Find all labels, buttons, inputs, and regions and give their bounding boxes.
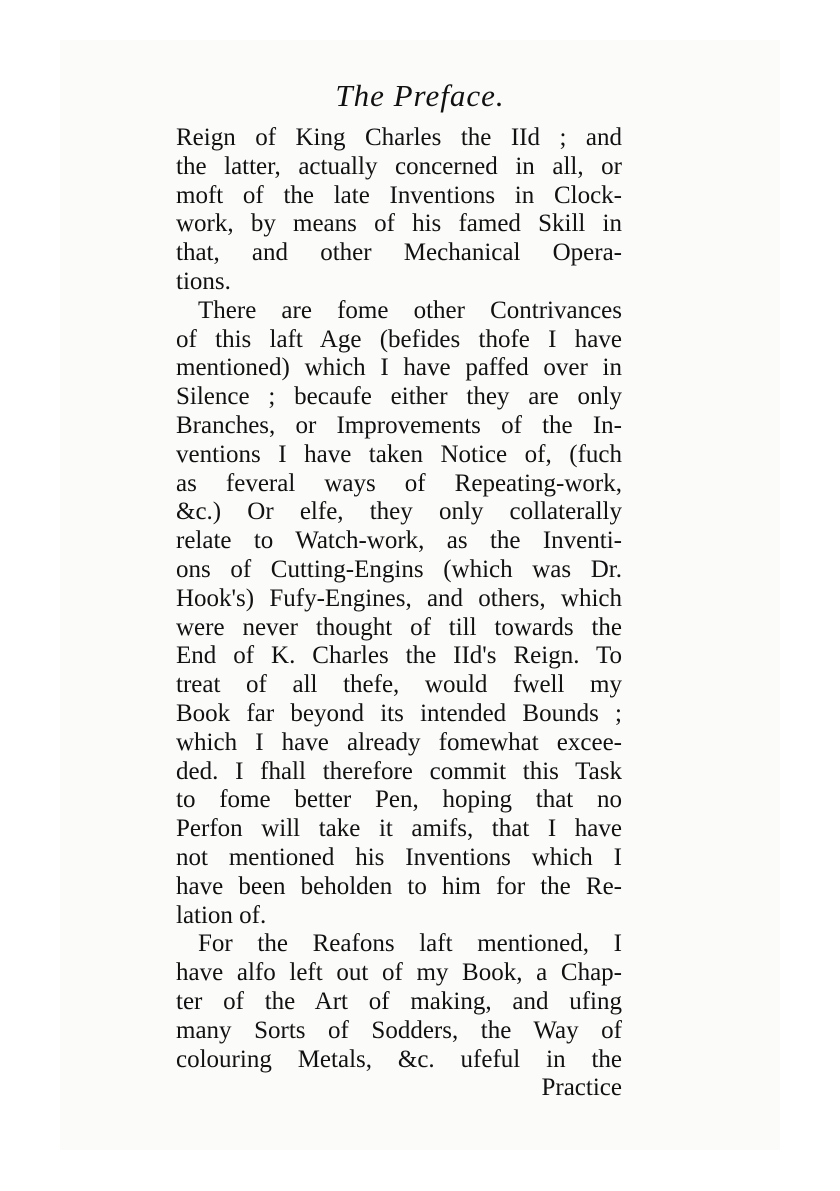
text-line: tions. xyxy=(176,267,231,295)
text-line: ventions I have taken Notice of, (fuch xyxy=(176,440,622,468)
text-line: lation of. xyxy=(176,901,267,929)
text-line: ter of the Art of making, and ufing xyxy=(176,987,622,1015)
text-line: of this laft Age (befides thofe I have xyxy=(176,325,622,353)
text-line: colouring Metals, &c. ufeful in the xyxy=(176,1045,622,1073)
text-line: Silence ; becaufe either they are only xyxy=(176,383,622,411)
text-line: &c.) Or elfe, they only collaterally xyxy=(176,498,622,526)
text-line: which I have already fomewhat excee- xyxy=(176,728,622,756)
text-line: many Sorts of Sodders, the Way of xyxy=(176,1016,622,1044)
text-line: Perfon will take it amifs, that I have xyxy=(176,815,622,843)
text-line: relate to Watch-work, as the Inventi- xyxy=(176,527,622,555)
running-title: The Preface. xyxy=(335,78,505,113)
text-line: mentioned) which I have paffed over in xyxy=(176,354,622,382)
text-line: Hook's) Fufy-Engines, and others, which xyxy=(176,584,622,612)
text-line: were never thought of till towards the xyxy=(176,613,622,641)
text-line: have been beholden to him for the Re- xyxy=(176,872,622,900)
text-line: There are fome other Contrivances xyxy=(198,296,622,324)
text-line: ons of Cutting-Engins (which was Dr. xyxy=(176,555,622,583)
text-line: to fome better Pen, hoping that no xyxy=(176,786,622,814)
text-line: moft of the late Inventions in Clock- xyxy=(176,181,622,209)
text-line: End of K. Charles the IId's Reign. To xyxy=(176,642,622,670)
text-line: work, by means of his famed Skill in xyxy=(176,210,622,238)
body-text xyxy=(176,124,622,1103)
text-line: that, and other Mechanical Opera- xyxy=(176,239,622,267)
text-line: have alfo left out of my Book, a Chap- xyxy=(176,959,622,987)
text-line: For the Reafons laft mentioned, I xyxy=(198,930,622,958)
text-line: the latter, actually concerned in all, or xyxy=(176,152,622,180)
text-line: ded. I fhall therefore commit this Task xyxy=(176,757,622,785)
text-line: Branches, or Improvements of the In- xyxy=(176,411,622,439)
text-line: not mentioned his Inventions which I xyxy=(176,843,622,871)
text-line: as feveral ways of Repeating-work, xyxy=(176,469,622,497)
catchword: Practice xyxy=(541,1074,622,1102)
text-line: Reign of King Charles the IId ; and xyxy=(176,124,622,151)
text-line: treat of all thefe, would fwell my xyxy=(176,671,622,699)
text-line: Book far beyond its intended Bounds ; xyxy=(176,699,622,727)
